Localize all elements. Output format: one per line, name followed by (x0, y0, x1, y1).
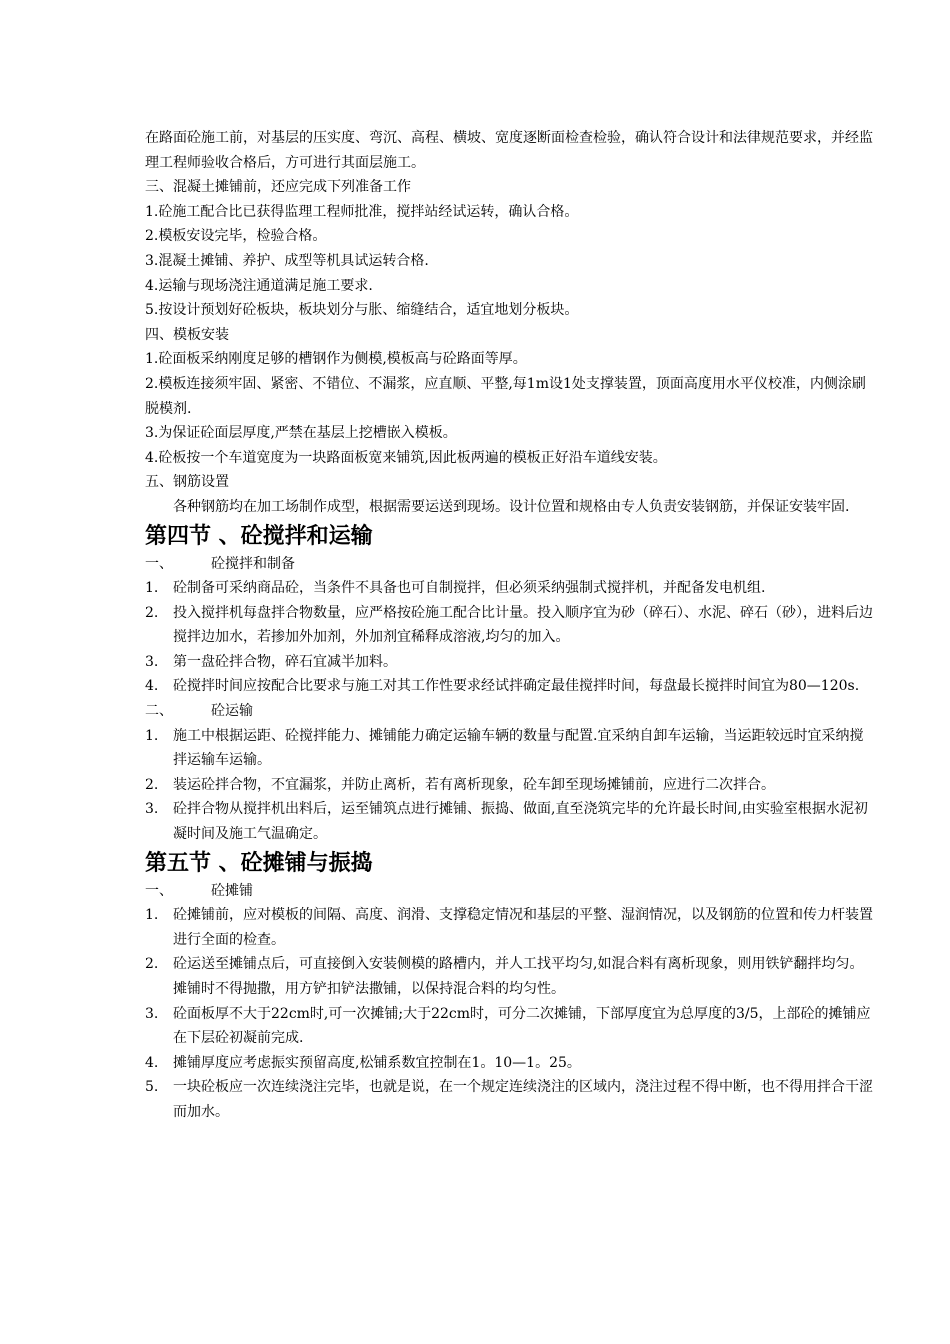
item-number: 3. (145, 1005, 159, 1022)
item-text: 砼制备可采纳商品砼，当条件不具备也可自制搅拌，但必须采纳强制式搅拌机，并配备发电机组. (173, 580, 766, 597)
list-item (145, 1075, 875, 1124)
item-text: 砼面板厚不大于22cm时,可一次摊铺;大于22cm时，可分二次摊铺，下部厚度宜为总厚度的3/5，上部砼的摊铺应在下层砼初凝前完成. (173, 1005, 871, 1047)
item-text: 砼运送至摊铺点后，可直接倒入安装侧模的路槽内，并人工找平均匀,如混合料有离析现象，则用铁铲翻拌均匀。摊铺时不得抛撒，用方铲扣铲法撒铺，以保持混合料的均匀性。 (173, 956, 864, 997)
list-item (145, 650, 875, 675)
prep-item: 5.按设计预划好砼板块，板块划分与胀、缩缝结合，适宜地划分板块。 (145, 302, 579, 319)
section4-list2 (145, 724, 875, 847)
section4-list1 (145, 576, 875, 699)
prep-item: 2.模板安设完毕，检验合格。 (145, 228, 327, 245)
heading-rebar: 五、钢筋设置 (145, 474, 229, 491)
item-number: 1. (145, 727, 159, 744)
section4-sub1-heading (145, 552, 875, 577)
item-number: 4. (145, 678, 159, 695)
formwork-item: 3.为保证砼面层厚度,严禁在基层上挖槽嵌入模板。 (145, 425, 457, 442)
heading-prep-work: 三、混凝土摊铺前，还应完成下列准备工作 (145, 179, 411, 196)
section5-title: 第五节 、砼摊铺与振捣 (145, 850, 373, 876)
rebar-paragraph: 各种钢筋均在加工场制作成型，根据需要运送到现场。设计位置和规格由专人负责安装钢筋，并保证安装牢固. (173, 498, 850, 515)
item-number: 2. (145, 776, 159, 793)
sub-number: 一、 (145, 555, 173, 572)
item-number: 1. (145, 580, 159, 597)
list-item (145, 601, 875, 650)
item-text: 装运砼拌合物，不宜漏浆，并防止离析，若有离析现象，砼车卸至现场摊铺前，应进行二次拌合。 (173, 776, 775, 793)
prep-item: 4.运输与现场浇注通道满足施工要求. (145, 277, 373, 294)
item-number: 2. (145, 956, 159, 973)
list-item (145, 903, 875, 952)
item-text: 砼摊铺前，应对模板的间隔、高度、润滑、支撑稳定情况和基层的平整、湿润情况，以及钢筋的位置和传力杆装置进行全面的检查。 (173, 907, 873, 948)
prep-item: 3.混凝土摊铺、养护、成型等机具试运转合格. (145, 252, 429, 269)
section4-sub2-heading (145, 699, 875, 724)
item-number: 4. (145, 1054, 159, 1071)
item-text: 施工中根据运距、砼搅拌能力、摊铺能力确定运输车辆的数量与配置.宜采纳自卸车运输，当运距较远时宜采纳搅拌运输车运输。 (173, 727, 864, 769)
item-number: 2. (145, 604, 159, 621)
document-page (145, 126, 875, 1125)
item-text: 第一盘砼拌合物，碎石宜减半加料。 (173, 653, 397, 670)
item-number: 3. (145, 653, 159, 670)
item-text: 投入搅拌机每盘拌合物数量，应严格按砼施工配合比计量。投入顺序宜为砂（碎石）、水泥、碎石（砂），进料后边搅拌边加水，若掺加外加剂，外加剂宜稀释成溶液,均匀的加入。 (173, 604, 873, 646)
formwork-item: 4.砼板按一个车道宽度为一块路面板宽来铺筑,因此板两遍的模板正好沿车道线安装。 (145, 449, 667, 466)
prep-item: 1.砼施工配合比已获得监理工程师批准，搅拌站经试运转，确认合格。 (145, 203, 579, 220)
item-text: 砼搅拌时间应按配合比要求与施工对其工作性要求经试拌确定最佳搅拌时间，每盘最长搅拌时间宜为80—120s. (173, 678, 860, 695)
list-item (145, 674, 875, 699)
list-item (145, 773, 875, 798)
section4-title: 第四节 、砼搅拌和运输 (145, 523, 373, 549)
sub-title: 砼搅拌和制备 (211, 555, 295, 572)
section5-list1 (145, 903, 875, 1124)
item-number: 5. (145, 1079, 159, 1096)
item-text: 砼拌合物从搅拌机出料后，运至铺筑点进行摊铺、振捣、做面,直至浇筑完毕的允许最长时间,由实验室根据水泥初凝时间及施工气温确定。 (173, 801, 868, 843)
sub-title: 砼摊铺 (211, 882, 253, 899)
item-number: 1. (145, 907, 159, 924)
item-text: 一块砼板应一次连续浇注完毕，也就是说，在一个规定连续浇注的区域内，浇注过程不得中断，也不得用拌合干涩而加水。 (173, 1079, 873, 1120)
list-item (145, 797, 875, 846)
heading-formwork: 四、模板安装 (145, 326, 229, 343)
list-item (145, 724, 875, 773)
formwork-item: 1.砼面板采纳刚度足够的槽钢作为侧模,模板高与砼路面等厚。 (145, 351, 527, 368)
list-item (145, 576, 875, 601)
list-item (145, 952, 875, 1001)
item-number: 3. (145, 801, 159, 818)
list-item (145, 1002, 875, 1051)
intro-paragraph: 在路面砼施工前，对基层的压实度、弯沉、高程、横坡、宽度逐断面检查检验，确认符合设计和法律规范要求，并经监理工程师验收合格后，方可进行其面层施工。 (145, 130, 873, 171)
sub-number: 二、 (145, 703, 173, 720)
sub-title: 砼运输 (211, 703, 253, 720)
list-item (145, 1051, 875, 1076)
section5-sub1-heading (145, 879, 875, 904)
item-text: 摊铺厚度应考虑振实预留高度,松铺系数宜控制在1。10—1。25。 (173, 1054, 581, 1071)
sub-number: 一、 (145, 882, 173, 899)
formwork-item: 2.模板连接须牢固、紧密、不错位、不漏浆，应直顺、平整,每1m设1处支撑装置，顶面高度用水平仪校准，内侧涂刷脱模剂. (145, 375, 866, 417)
